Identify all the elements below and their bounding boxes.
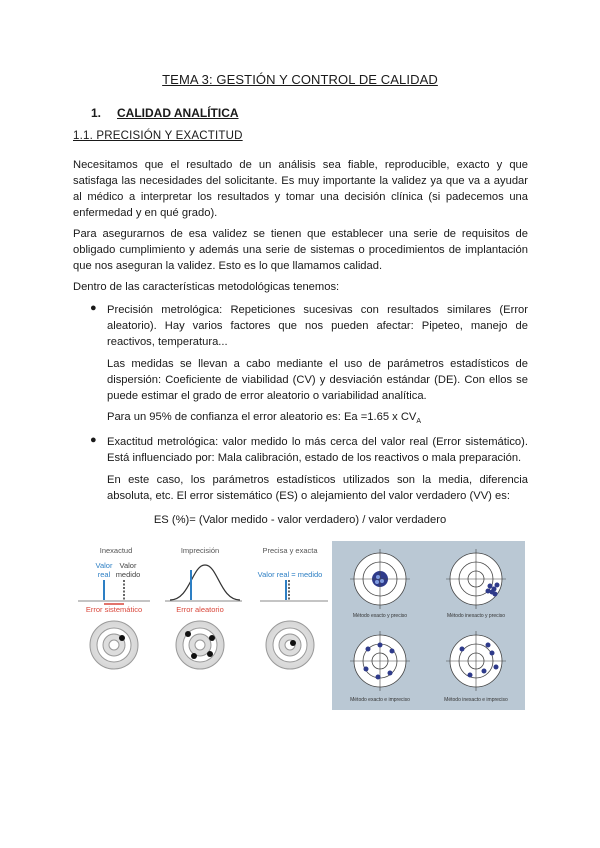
col2-error: Error aleatorio (176, 605, 224, 614)
col1-label-a: Valor (95, 561, 113, 570)
formula-subscript: A (416, 418, 422, 426)
section-label: CALIDAD ANALÍTICA (117, 106, 239, 120)
col2-target (176, 621, 224, 669)
col1-label-a2: real (97, 570, 111, 579)
col1-hit (119, 635, 125, 641)
section-number: 1. (91, 106, 102, 120)
bullet-1-text: Precisión metrológica: Repeticiones sucesivas con resultados similares (Error aleatorio). Hay varios factores que nos pueden afectar: Pipeteo, manejo de reactivos, temperatura... (107, 304, 528, 348)
col2-hit (209, 635, 215, 641)
col1-label-b: Valor (119, 561, 137, 570)
col1-label-b2: medido (115, 570, 141, 579)
q3-label: Método exacto e impreciso (350, 697, 410, 703)
col3-title: Precisa y exacta (262, 546, 318, 555)
col2-hit (191, 653, 197, 659)
col1-error: Error sistemático (85, 605, 143, 614)
bullet-1-formula (107, 409, 528, 430)
col2-hit (185, 631, 191, 637)
col2-distribution-curve (170, 565, 240, 600)
bullet-icon: ● (90, 302, 97, 314)
paragraph-3: Dentro de las características metodológicas tenemos: (73, 281, 340, 293)
col1-target (90, 621, 138, 669)
col3-hit (290, 640, 296, 646)
error-formula: ES (%)= (Valor medido - valor verdadero) / valor verdadero (153, 514, 447, 526)
col3-label: Valor real = medido (257, 570, 323, 579)
col3-target (266, 621, 314, 669)
col2-hit (207, 651, 213, 657)
paragraph-1: Necesitamos que el resultado de un análisis sea fiable, reproducible, exacto y que satisfaga las necesidades del solicitante. Es muy importante la validez ya que va a ayudar al médico a interpretar los resultados y tomar una decisión clínica (si padecemos una enfermedad y en qué grado). (73, 159, 528, 219)
accuracy-precision-diagram (70, 540, 332, 670)
col2-title: Imprecisión (180, 546, 220, 555)
q2-label: Método inexacto y preciso (446, 613, 506, 619)
page-title: TEMA 3: GESTIÓN Y CONTROL DE CALIDAD (162, 72, 438, 87)
bullet-icon: ● (90, 434, 97, 446)
paragraph-2: Para asegurarnos de esa validez se tienen que establecer una serie de requisitos de obligado cumplimiento y además una serie de sistemas o procedimientos de implantación que nos aseguran la validez. Esto es lo que llamamos calidad. (73, 228, 528, 272)
subsection-heading: 1.1. PRECISIÓN Y EXACTITUD (73, 130, 243, 142)
q1-label: Método exacto y preciso (352, 613, 408, 619)
formula-text: Para un 95% de confianza el error aleatorio es: Ea =1.65 x CV (107, 411, 417, 423)
bullet-2-detail: En este caso, los parámetros estadísticos utilizados son la media, diferencia absoluta, etc. El error sistemático (ES) o alejamiento del valor verdadero (VV) es: (107, 474, 528, 502)
bullet-1-detail: Las medidas se llevan a cabo mediante el uso de parámetros estadísticos de dispersión: Coeficiente de viabilidad (CV) y desviación estándar (DE). Con ellos se puede estimar el grado de error aleatorio o variabilidad analítica. (107, 358, 528, 402)
q4-label: Método inexacto e impreciso (444, 697, 508, 703)
targets-panel (332, 541, 525, 710)
section-heading (91, 106, 239, 120)
col1-title: Inexactud (99, 546, 133, 555)
bullet-2-text: Exactitud metrológica: valor medido lo más cerca del valor real (Error sistemático). Está influenciado por: Mala calibración, estado de los reactivos o mala preparación. (107, 436, 528, 464)
